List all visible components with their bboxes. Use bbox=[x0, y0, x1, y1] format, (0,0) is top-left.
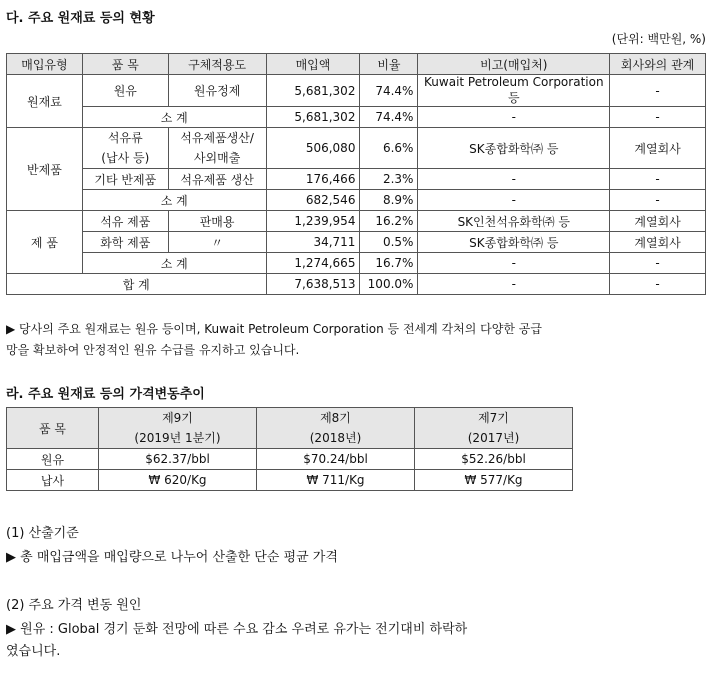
price-trend-table bbox=[6, 407, 573, 491]
amount-cell: 5,681,302 bbox=[266, 107, 360, 128]
note-cell: - bbox=[418, 274, 610, 295]
period-label: 제8기 bbox=[320, 411, 351, 425]
amount-cell: 176,466 bbox=[266, 169, 360, 190]
table-header-row bbox=[7, 54, 706, 75]
ratio-cell: 0.5% bbox=[360, 232, 418, 253]
price-cell: $70.24/bbl bbox=[257, 449, 415, 470]
header-cell: 매입유형 bbox=[7, 54, 83, 75]
header-cell: 회사와의 관계 bbox=[610, 54, 706, 75]
ratio-cell: 16.2% bbox=[360, 211, 418, 232]
table-row bbox=[7, 232, 706, 253]
period-label: 제9기 bbox=[162, 411, 193, 425]
item-cell: 원유 bbox=[7, 449, 99, 470]
type-cell: 반제품 bbox=[7, 128, 83, 211]
ratio-cell: 6.6% bbox=[360, 128, 418, 169]
table-row bbox=[7, 449, 573, 470]
item-cell: 화학 제품 bbox=[82, 232, 168, 253]
total-label: 합 계 bbox=[7, 274, 267, 295]
price-cell: ₩ 620/Kg bbox=[99, 470, 257, 491]
amount-cell: 5,681,302 bbox=[266, 75, 360, 107]
header-cell bbox=[415, 408, 573, 449]
header-cell: 구체적용도 bbox=[168, 54, 266, 75]
note-cell: SK종합화학㈜ 등 bbox=[418, 232, 610, 253]
header-cell bbox=[257, 408, 415, 449]
criteria-heading: (1) 산출기준 bbox=[6, 526, 79, 541]
period-sub: (2018년) bbox=[309, 431, 362, 445]
criteria-text: ▶ 총 매입금액을 매입량으로 나누어 산출한 단순 평균 가격 bbox=[6, 550, 338, 565]
ratio-cell: 8.9% bbox=[360, 190, 418, 211]
footnote-line: ▶ 당사의 주요 원재료는 원유 등이며, Kuwait Petroleum Corporation 등 전세계 각처의 다양한 공급 bbox=[6, 322, 542, 336]
usage-cell: 원유정제 bbox=[168, 75, 266, 107]
usage-line: 석유제품생산/ bbox=[180, 131, 254, 145]
amount-cell: 506,080 bbox=[266, 128, 360, 169]
usage-cell bbox=[168, 128, 266, 169]
table-row bbox=[7, 128, 706, 169]
table-row bbox=[7, 470, 573, 491]
type-cell: 제 품 bbox=[7, 211, 83, 274]
item-line: 석유류 bbox=[107, 131, 143, 145]
relation-cell: 계열회사 bbox=[610, 211, 706, 232]
item-line: (납사 등) bbox=[101, 151, 150, 165]
note-cell: SK인천석유화학㈜ 등 bbox=[418, 211, 610, 232]
period-label: 제7기 bbox=[478, 411, 509, 425]
amount-cell: 7,638,513 bbox=[266, 274, 360, 295]
reason-heading: (2) 주요 가격 변동 원인 bbox=[6, 598, 142, 613]
price-cell: ₩ 711/Kg bbox=[257, 470, 415, 491]
raw-material-table bbox=[6, 53, 706, 295]
total-row bbox=[7, 274, 706, 295]
relation-cell: - bbox=[610, 107, 706, 128]
item-cell bbox=[82, 128, 168, 169]
table-row bbox=[7, 211, 706, 232]
amount-cell: 1,274,665 bbox=[266, 253, 360, 274]
ratio-cell: 16.7% bbox=[360, 253, 418, 274]
relation-cell: 계열회사 bbox=[610, 128, 706, 169]
price-cell: $52.26/bbl bbox=[415, 449, 573, 470]
table-row bbox=[7, 75, 706, 107]
subtotal-row bbox=[7, 190, 706, 211]
note-cell: Kuwait Petroleum Corporation 등 bbox=[418, 75, 610, 107]
usage-line: 사외매출 bbox=[193, 151, 241, 165]
type-cell: 원재료 bbox=[7, 75, 83, 128]
header-cell: 매입액 bbox=[266, 54, 360, 75]
relation-cell: - bbox=[610, 190, 706, 211]
header-cell bbox=[99, 408, 257, 449]
amount-cell: 34,711 bbox=[266, 232, 360, 253]
subtotal-row bbox=[7, 107, 706, 128]
relation-cell: 계열회사 bbox=[610, 232, 706, 253]
amount-cell: 682,546 bbox=[266, 190, 360, 211]
reason-text-line: 였습니다. bbox=[6, 644, 61, 659]
item-cell: 납사 bbox=[7, 470, 99, 491]
footnote-line: 망을 확보하여 안정적인 원유 수급를 유지하고 있습니다. bbox=[6, 343, 300, 357]
table-header-row bbox=[7, 408, 573, 449]
period-sub: (2017년) bbox=[467, 431, 520, 445]
note-cell: - bbox=[418, 253, 610, 274]
ratio-cell: 100.0% bbox=[360, 274, 418, 295]
section-r-title: 라. 주요 원재료 등의 가격변동추이 bbox=[6, 387, 205, 402]
subtotal-label: 소 계 bbox=[82, 190, 266, 211]
amount-cell: 1,239,954 bbox=[266, 211, 360, 232]
note-cell: - bbox=[418, 107, 610, 128]
usage-cell: 판매용 bbox=[168, 211, 266, 232]
price-cell: $62.37/bbl bbox=[99, 449, 257, 470]
section-d-title: 다. 주요 원재료 등의 현황 bbox=[6, 11, 155, 26]
item-cell: 기타 반제품 bbox=[82, 169, 168, 190]
header-cell: 품 목 bbox=[7, 408, 99, 449]
header-cell: 비고(매입처) bbox=[418, 54, 610, 75]
relation-cell: - bbox=[610, 253, 706, 274]
subtotal-label: 소 계 bbox=[82, 253, 266, 274]
relation-cell: - bbox=[610, 274, 706, 295]
subtotal-row bbox=[7, 253, 706, 274]
item-cell: 석유 제품 bbox=[82, 211, 168, 232]
period-sub: (2019년 1분기) bbox=[134, 431, 221, 445]
unit-label: (단위: 백만원, %) bbox=[611, 32, 706, 46]
table-row bbox=[7, 169, 706, 190]
note-cell: - bbox=[418, 169, 610, 190]
item-cell: 원유 bbox=[82, 75, 168, 107]
ratio-cell: 2.3% bbox=[360, 169, 418, 190]
header-cell: 비율 bbox=[360, 54, 418, 75]
usage-cell: 〃 bbox=[168, 232, 266, 253]
reason-text-line: ▶ 원유 : Global 경기 둔화 전망에 따른 수요 감소 우려로 유가는 전기대비 하락하 bbox=[6, 622, 468, 637]
header-cell: 품 목 bbox=[82, 54, 168, 75]
note-cell: SK종합화학㈜ 등 bbox=[418, 128, 610, 169]
note-cell: - bbox=[418, 190, 610, 211]
relation-cell: - bbox=[610, 75, 706, 107]
price-cell: ₩ 577/Kg bbox=[415, 470, 573, 491]
relation-cell: - bbox=[610, 169, 706, 190]
usage-cell: 석유제품 생산 bbox=[168, 169, 266, 190]
ratio-cell: 74.4% bbox=[360, 107, 418, 128]
subtotal-label: 소 계 bbox=[82, 107, 266, 128]
ratio-cell: 74.4% bbox=[360, 75, 418, 107]
